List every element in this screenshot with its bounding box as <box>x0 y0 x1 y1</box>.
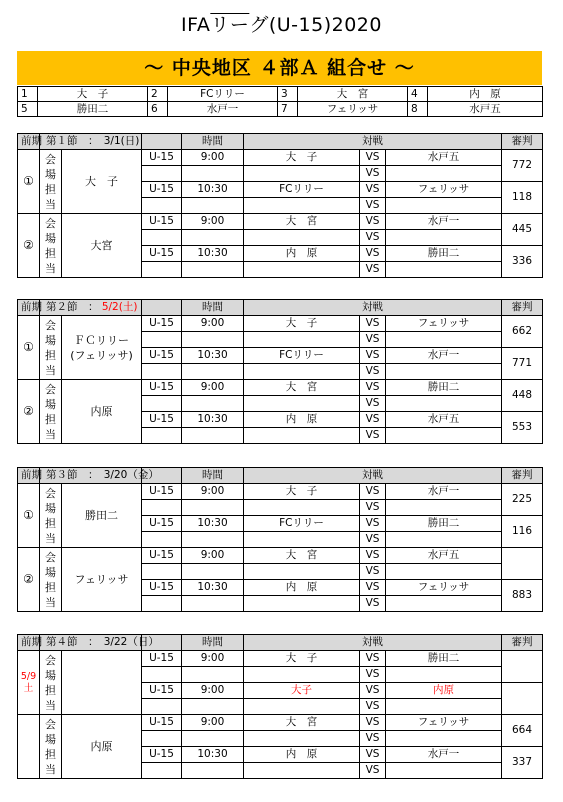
vs-label: VS <box>360 715 386 731</box>
category: U-15 <box>142 747 182 763</box>
away-team: フェリッサ <box>386 316 502 332</box>
time-header: 時間 <box>182 134 244 150</box>
category: U-15 <box>142 651 182 667</box>
title-prefix: IFA <box>181 14 211 36</box>
referee-team: 225 <box>502 484 543 516</box>
vs-label: VS <box>360 182 386 198</box>
venue-label-char: 担 <box>45 580 56 594</box>
category: U-15 <box>142 246 182 262</box>
venue-label-char: 担 <box>45 747 56 761</box>
kickoff-time: 9:00 <box>182 683 244 699</box>
away-team: 勝田二 <box>386 516 502 532</box>
venue-mark-text: ② <box>23 572 34 586</box>
vs-label: VS <box>360 747 386 763</box>
vs-label: VS <box>360 667 386 683</box>
away-team: フェリッサ <box>386 182 502 198</box>
team-number: 2 <box>148 87 168 102</box>
referee-team: 118 <box>502 182 543 214</box>
venue-label-char: 会 <box>45 653 56 667</box>
venue-label-char: 当 <box>45 762 56 776</box>
round-header-row <box>18 635 543 651</box>
venue-label-char: 会 <box>45 717 56 731</box>
away-team: 水戸五 <box>386 548 502 564</box>
round-label <box>40 134 142 150</box>
kickoff-time: 10:30 <box>182 516 244 532</box>
round-text: 第２節 ： <box>46 301 99 313</box>
away-team: 水戸一 <box>386 484 502 500</box>
category: U-15 <box>142 516 182 532</box>
venue-mark-text: ① <box>23 340 34 354</box>
team-name: 大 子 <box>38 87 148 102</box>
venue-mark <box>18 484 40 548</box>
venue-mark-text: ① <box>23 508 34 522</box>
home-team: 大 宮 <box>244 548 360 564</box>
kickoff-time: 9:00 <box>182 548 244 564</box>
category: U-15 <box>142 150 182 166</box>
match-header: 対戦 <box>244 468 502 484</box>
round-text: 第４節 ： 3/22（日） <box>46 636 159 648</box>
vs-label: VS <box>360 548 386 564</box>
venue-label-char: 担 <box>45 348 56 362</box>
kickoff-time: 9:00 <box>182 651 244 667</box>
venue-label-char: 会 <box>45 550 56 564</box>
kickoff-time: 10:30 <box>182 747 244 763</box>
round-schedule-table <box>17 634 543 779</box>
venue-label <box>40 715 62 779</box>
round-schedule-table <box>17 299 543 444</box>
vs-label: VS <box>360 564 386 580</box>
away-team: 水戸一 <box>386 214 502 230</box>
vs-label: VS <box>360 596 386 612</box>
home-team: 内 原 <box>244 747 360 763</box>
vs-label: VS <box>360 580 386 596</box>
kickoff-time: 9:00 <box>182 150 244 166</box>
referee-team: 336 <box>502 246 543 278</box>
kickoff-time: 10:30 <box>182 348 244 364</box>
round-label <box>40 468 159 484</box>
home-team: 内 原 <box>244 246 360 262</box>
referee-team <box>502 683 543 715</box>
away-team: 水戸五 <box>386 150 502 166</box>
vs-label: VS <box>360 428 386 444</box>
venue-mark <box>18 715 40 779</box>
venue-host-name: ＦＣリリー <box>74 333 129 347</box>
venue-label-char: 担 <box>45 246 56 260</box>
venue-host-name: フェリッサ <box>74 573 129 586</box>
away-team: 内原 <box>386 683 502 699</box>
kickoff-time: 9:00 <box>182 316 244 332</box>
venue-mark <box>18 214 40 278</box>
vs-label: VS <box>360 532 386 548</box>
team-number: 7 <box>278 102 298 117</box>
round-label <box>40 300 142 316</box>
venue-label-char: 場 <box>45 501 56 515</box>
venue-mark <box>18 316 40 380</box>
vs-label: VS <box>360 316 386 332</box>
venue-host <box>62 715 142 779</box>
away-team: フェリッサ <box>386 580 502 596</box>
venue-mark <box>18 548 40 612</box>
home-team: 大子 <box>244 683 360 699</box>
category: U-15 <box>142 548 182 564</box>
kickoff-time: 10:30 <box>182 580 244 596</box>
vs-label: VS <box>360 332 386 348</box>
venue-host-name: 大宮 <box>90 239 113 252</box>
home-team: FCリリー <box>244 182 360 198</box>
venue-label <box>40 150 62 214</box>
team-name: 勝田二 <box>38 102 148 117</box>
vs-label: VS <box>360 214 386 230</box>
match-row <box>18 548 543 564</box>
vs-label: VS <box>360 683 386 699</box>
title-suffix: グ(U-15)2020 <box>249 14 382 36</box>
referee-team <box>502 651 543 683</box>
venue-host-name: 内原 <box>90 405 113 418</box>
venue-label-char: 担 <box>45 683 56 697</box>
venue-mark-text: ② <box>23 238 34 252</box>
match-row <box>18 316 543 332</box>
team-name: 大 宮 <box>298 87 408 102</box>
reschedule-date: 5/9 土 <box>20 670 37 694</box>
home-team: 大 子 <box>244 316 360 332</box>
venue-host <box>62 548 142 612</box>
kickoff-time: 10:30 <box>182 182 244 198</box>
category: U-15 <box>142 380 182 396</box>
vs-label: VS <box>360 516 386 532</box>
team-name: フェリッサ <box>298 102 408 117</box>
vs-label: VS <box>360 500 386 516</box>
home-team: 大 子 <box>244 150 360 166</box>
venue-label-char: 会 <box>45 216 56 230</box>
venue-label-char: 場 <box>45 167 56 181</box>
referee-team: 553 <box>502 412 543 444</box>
venue-label-char: 担 <box>45 516 56 530</box>
round-header-row <box>18 134 543 150</box>
venue-host <box>62 214 142 278</box>
vs-label: VS <box>360 412 386 428</box>
venue-host <box>62 484 142 548</box>
venue-label-char: 当 <box>45 698 56 712</box>
venue-mark <box>18 651 40 715</box>
venue-label <box>40 548 62 612</box>
venue-label-char: 場 <box>45 231 56 245</box>
category: U-15 <box>142 715 182 731</box>
team-number: 5 <box>18 102 38 117</box>
team-row <box>18 102 543 117</box>
page-title <box>0 10 563 37</box>
kickoff-time: 9:00 <box>182 214 244 230</box>
venue-mark-text: ② <box>23 404 34 418</box>
team-number: 8 <box>408 102 428 117</box>
match-row <box>18 380 543 396</box>
vs-label: VS <box>360 699 386 715</box>
away-team: 水戸五 <box>386 412 502 428</box>
team-name: 内 原 <box>428 87 543 102</box>
vs-label: VS <box>360 246 386 262</box>
match-row <box>18 484 543 500</box>
match-header: 対戦 <box>244 300 502 316</box>
away-team: 勝田二 <box>386 380 502 396</box>
home-team: 内 原 <box>244 412 360 428</box>
time-header: 時間 <box>182 468 244 484</box>
home-team: FCリリー <box>244 516 360 532</box>
match-row <box>18 214 543 230</box>
venue-label-char: 会 <box>45 382 56 396</box>
referee-team: 664 <box>502 715 543 747</box>
referee-team: 662 <box>502 316 543 348</box>
home-team: 大 子 <box>244 651 360 667</box>
kickoff-time: 9:00 <box>182 715 244 731</box>
referee-team: 771 <box>502 348 543 380</box>
venue-label-char: 場 <box>45 668 56 682</box>
match-row <box>18 651 543 667</box>
away-team: 水戸一 <box>386 747 502 763</box>
venue-label-char: 当 <box>45 197 56 211</box>
title-overline: リー <box>210 14 250 36</box>
team-name: 水戸一 <box>168 102 278 117</box>
referee-team: 448 <box>502 380 543 412</box>
category: U-15 <box>142 182 182 198</box>
venue-label-char: 場 <box>45 397 56 411</box>
vs-label: VS <box>360 396 386 412</box>
venue-label-char: 当 <box>45 531 56 545</box>
match-row <box>18 150 543 166</box>
venue-host-name: 大 子 <box>85 175 118 188</box>
kickoff-time: 10:30 <box>182 246 244 262</box>
team-name: 水戸五 <box>428 102 543 117</box>
vs-label: VS <box>360 731 386 747</box>
home-team: 大 宮 <box>244 380 360 396</box>
venue-mark-text: ① <box>23 174 34 188</box>
referee-header: 審判 <box>502 134 543 150</box>
venue-label-char: 当 <box>45 363 56 377</box>
vs-label: VS <box>360 380 386 396</box>
category: U-15 <box>142 348 182 364</box>
round-date-red: 5/2(土) <box>101 301 138 313</box>
home-team: 内 原 <box>244 580 360 596</box>
away-team: 水戸一 <box>386 348 502 364</box>
category: U-15 <box>142 316 182 332</box>
venue-mark <box>18 380 40 444</box>
category: U-15 <box>142 580 182 596</box>
vs-label: VS <box>360 364 386 380</box>
team-name: FCリリー <box>168 87 278 102</box>
referee-team <box>502 548 543 580</box>
home-team: 大 宮 <box>244 214 360 230</box>
venue-label-char: 場 <box>45 565 56 579</box>
category: U-15 <box>142 214 182 230</box>
venue-label-char: 当 <box>45 427 56 441</box>
away-team: フェリッサ <box>386 715 502 731</box>
team-list <box>17 86 543 117</box>
division-banner: ～ 中央地区 ４部Ａ 組合せ ～ <box>17 51 542 85</box>
venue-label-char: 当 <box>45 595 56 609</box>
home-team: 大 宮 <box>244 715 360 731</box>
referee-team: 772 <box>502 150 543 182</box>
team-number: 6 <box>148 102 168 117</box>
venue-label <box>40 651 62 715</box>
vs-label: VS <box>360 651 386 667</box>
venue-label-char: 担 <box>45 412 56 426</box>
referee-header: 審判 <box>502 468 543 484</box>
home-team: FCリリー <box>244 348 360 364</box>
venue-label-char: 担 <box>45 182 56 196</box>
kickoff-time: 9:00 <box>182 380 244 396</box>
period-label: 前期 <box>18 635 40 651</box>
venue-mark <box>18 150 40 214</box>
match-header: 対戦 <box>244 635 502 651</box>
venue-label <box>40 316 62 380</box>
away-team: 勝田二 <box>386 651 502 667</box>
venue-label-char: 場 <box>45 333 56 347</box>
round-label <box>40 635 159 651</box>
time-header: 時間 <box>182 300 244 316</box>
match-row <box>18 715 543 731</box>
vs-label: VS <box>360 484 386 500</box>
kickoff-time: 10:30 <box>182 412 244 428</box>
home-team: 大 子 <box>244 484 360 500</box>
venue-host <box>62 651 142 715</box>
referee-team: 116 <box>502 516 543 548</box>
round-header-row <box>18 468 543 484</box>
team-row <box>18 87 543 102</box>
vs-label: VS <box>360 763 386 779</box>
venue-label-char: 当 <box>45 261 56 275</box>
referee-team: 337 <box>502 747 543 779</box>
referee-header: 審判 <box>502 300 543 316</box>
venue-label-char: 会 <box>45 318 56 332</box>
vs-label: VS <box>360 150 386 166</box>
referee-team: 883 <box>502 580 543 612</box>
round-schedule-table <box>17 467 543 612</box>
venue-host <box>62 316 142 380</box>
venue-host-name: 勝田二 <box>85 509 118 522</box>
period-label: 前期 <box>18 300 40 316</box>
away-team: 勝田二 <box>386 246 502 262</box>
vs-label: VS <box>360 166 386 182</box>
venue-label-char: 会 <box>45 152 56 166</box>
round-text: 第１節 ： 3/1(日) <box>46 135 140 147</box>
venue-host-sub: (フェリッサ) <box>70 348 133 362</box>
vs-label: VS <box>360 348 386 364</box>
period-label: 前期 <box>18 468 40 484</box>
referee-header: 審判 <box>502 635 543 651</box>
venue-label <box>40 484 62 548</box>
category: U-15 <box>142 683 182 699</box>
time-header: 時間 <box>182 635 244 651</box>
vs-label: VS <box>360 230 386 246</box>
venue-host <box>62 380 142 444</box>
venue-label <box>40 214 62 278</box>
vs-label: VS <box>360 198 386 214</box>
venue-host <box>62 150 142 214</box>
venue-label-char: 会 <box>45 486 56 500</box>
round-text: 第３節 ： 3/20（金） <box>46 469 159 481</box>
venue-host-name: 内原 <box>90 740 113 753</box>
team-number: 4 <box>408 87 428 102</box>
referee-team: 445 <box>502 214 543 246</box>
period-label: 前期 <box>18 134 40 150</box>
category: U-15 <box>142 484 182 500</box>
venue-label <box>40 380 62 444</box>
round-schedule-table <box>17 133 543 278</box>
match-header: 対戦 <box>244 134 502 150</box>
venue-label-char: 場 <box>45 732 56 746</box>
team-number: 3 <box>278 87 298 102</box>
team-number: 1 <box>18 87 38 102</box>
vs-label: VS <box>360 262 386 278</box>
kickoff-time: 9:00 <box>182 484 244 500</box>
round-header-row <box>18 300 543 316</box>
category: U-15 <box>142 412 182 428</box>
